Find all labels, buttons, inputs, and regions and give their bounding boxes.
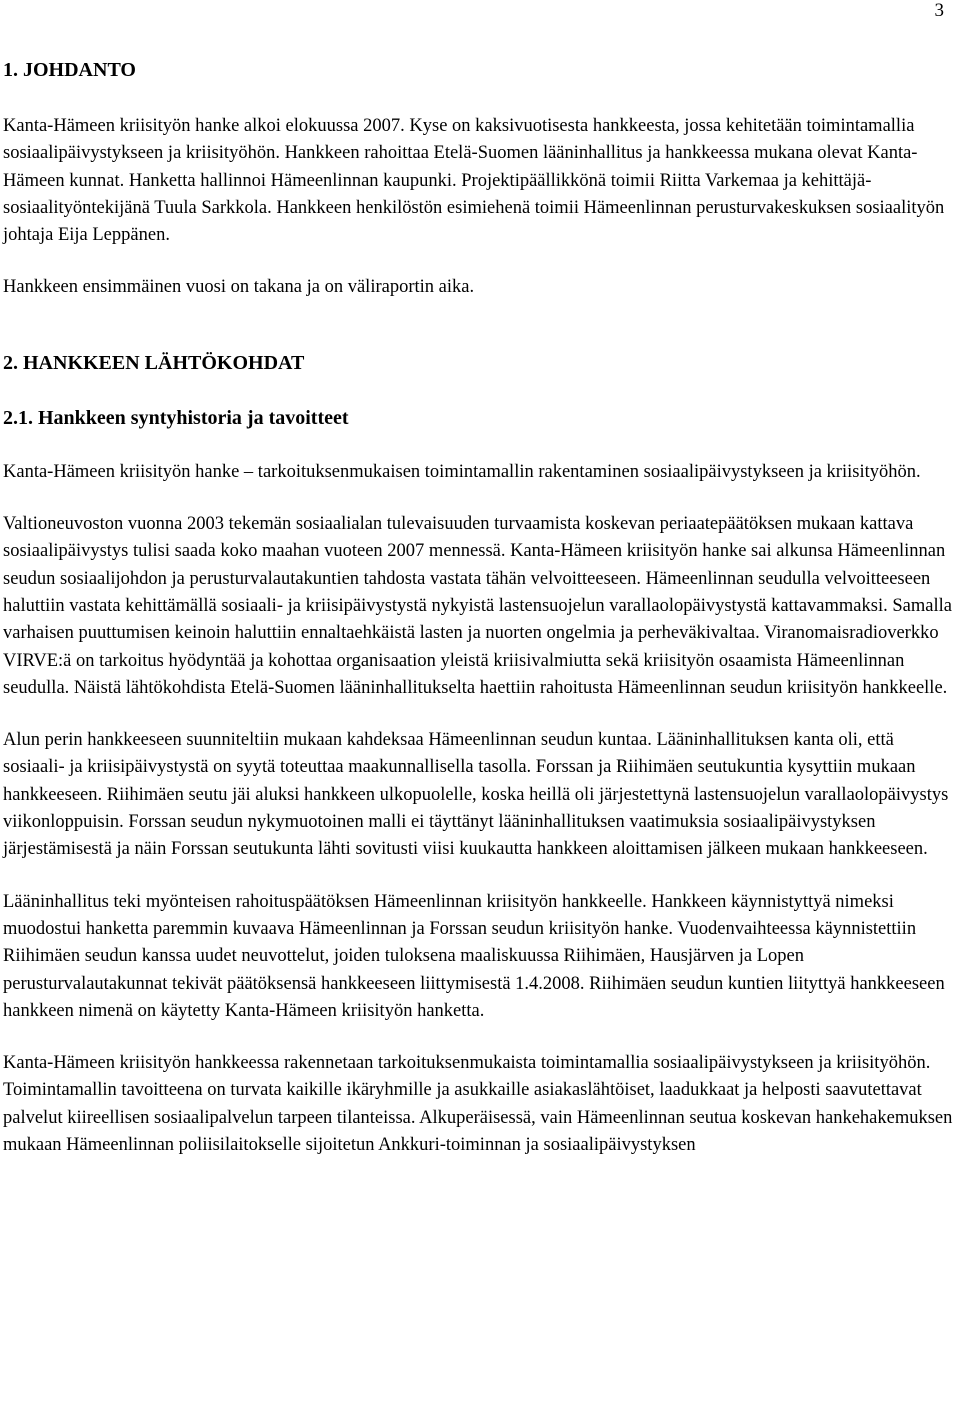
section-heading-introduction: 1. JOHDANTO [3, 59, 136, 81]
history-paragraph-project-title: Kanta-Hämeen kriisityön hanke – tarkoituksenmukaisen toimintamallin rakentaminen sosiaalipäivystykseen ja kriisityöhön. [3, 461, 921, 482]
section-heading-starting-points: 2. HANKKEEN LÄHTÖKOHDAT [3, 351, 305, 374]
status-paragraph: Hankkeen ensimmäinen vuosi on takana ja on väliraportin aika. [3, 277, 475, 298]
subsection-heading-history: 2.1. Hankkeen syntyhistoria ja tavoitteet [3, 406, 349, 429]
history-paragraph-funding: Lääninhallitus teki myönteisen rahoituspäätöksen Hämeenlinnan kriisityön hankkeelle. Hankkeen käynnistyttyä nimeksi muodostui hanketta paremmin kuvaava Hämeenlinnan ja Forssan seudun kriisityön hanke. Vuodenvaihteessa käynnistettiin Riihimäen seudun kanssa uudet neuvottelut, joiden tuloksena maaliskuussa Riihimäen, Hausjärven ja Lopen perusturvalautakunnat tekivät päätöksensä hankkeeseen liittymisestä 1.4.2008. Riihimäen seudun kuntien liityttyä hankkeeseen hankkeen nimenä on käytetty Kanta-Hämeen kriisityön hanketta. [3, 891, 945, 1021]
history-paragraph-background: Valtioneuvoston vuonna 2003 tekemän sosiaalialan tulevaisuuden turvaamista koskevan periaatepäätöksen mukaan kattava sosiaalipäivystys tulisi saada koko maahan vuoteen 2007 mennessä. Kanta-Hämeen kriisityön hanke sai alkunsa Hämeenlinnan seudun sosiaalijohdon ja perusturvalautakuntien tahdosta vastata tähän velvoitteeseen. Hämeenlinnan seudulla velvoitteeseen haluttiin vastata kehittämällä sosiaali- ja kriisipäivystystä nykyistä lastensuojelun varallaolopäivystystä kattavammaksi. Samalla varhaisen puuttumisen keinoin haluttiin ennaltaehkäistä lasten ja nuorten ongelmia ja perheväkivaltaa. Viranomaisradioverkko VIRVE:ä on tarkoitus hyödyntää ja kohottaa organisaation yleistä kriisivalmiutta sekä kriisityön osaamista Hämeenlinnan seudulla. Näistä lähtökohdista Etelä-Suomen lääninhallitukselta haettiin rahoitusta Hämeenlinnan seudun kriisityön hankkeelle. [3, 514, 952, 698]
history-paragraph-goals: Kanta-Hämeen kriisityön hankkeessa rakennetaan tarkoituksenmukaista toimintamallia sosiaalipäivystykseen ja kriisityöhön. Toimintamallin tavoitteena on turvata kaikille ikäryhmille ja asukkaille asiakaslähtöiset, laadukkaat ja helposti saavutettavat palvelut kiireellisen sosiaalipalvelun tarpeen tilanteissa. Alkuperäisessä, vain Hämeenlinnan seutua koskevan hankehakemuksen mukaan Hämeenlinnan poliisilaitokselle sijoitetun Ankkuri-toiminnan ja sosiaalipäivystyksen [3, 1053, 953, 1156]
page-number: 3 [934, 0, 944, 21]
document-body [3, 58, 958, 1159]
intro-paragraph: Kanta-Hämeen kriisityön hanke alkoi elokuussa 2007. Kyse on kaksivuotisesta hankkeesta, jossa kehitetään toimintamallia sosiaalipäivystykseen ja kriisityöhön. Hankkeen rahoittaa Etelä-Suomen lääninhallitus ja hankkeessa mukana olevat Kanta-Hämeen kunnat. Hanketta hallinnoi Hämeenlinnan kaupunki. Projektipäällikkönä toimii Riitta Varkemaa ja kehittäjä-sosiaalityöntekijänä Tuula Sarkkola. Hankkeen henkilöstön esimiehenä toimii Hämeenlinnan perusturvakeskuksen sosiaalityön johtaja Eija Leppänen. [3, 116, 945, 246]
history-paragraph-participants: Alun perin hankkeeseen suunniteltiin mukaan kahdeksaa Hämeenlinnan seudun kuntaa. Lääninhallituksen kanta oli, että sosiaali- ja kriisipäivystystä on syytä toteuttaa maakunnallisella tasolla. Forssan ja Riihimäen seutukuntia kysyttiin mukaan hankkeeseen. Riihimäen seutu jäi aluksi hankkeen ulkopuolelle, koska heillä oli järjestettynä lastensuojelun varallaolopäivystys viikonloppuisin. Forssan seudun nykymuotoinen malli ei täyttänyt lääninhallituksen vaatimuksia sosiaalipäivystyksen järjestämisestä ja näin Forssan seutukunta lähti sovitusti viisi kuukautta hankkeen aloittamisen jälkeen mukaan hankkeeseen. [3, 730, 949, 860]
